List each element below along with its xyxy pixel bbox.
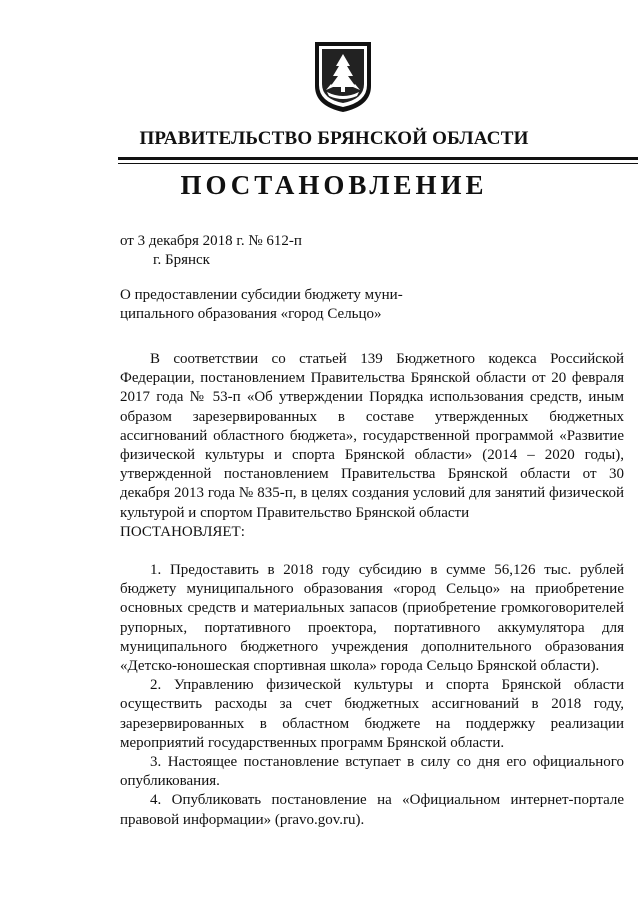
government-title: ПРАВИТЕЛЬСТВО БРЯНСКОЙ ОБЛАСТИ bbox=[139, 128, 529, 149]
document-type-heading: ПОСТАНОВЛЕНИЕ bbox=[180, 170, 488, 200]
city-of-issue: г. Брянск bbox=[153, 252, 210, 268]
date-and-number: от 3 декабря 2018 г. № 612-п bbox=[120, 233, 302, 249]
subject-line-1: О предоставлении субсидии бюджету муни- bbox=[120, 287, 403, 303]
resolution-item-4: 4. Опубликовать постановление на «Официальном интернет-портале правовой информации» (pravo.gov.ru). bbox=[120, 792, 624, 828]
resolution-item-2: 2. Управлению физической культуры и спорта Брянской области осуществить расходы за счет бюджетных ассигнований в 2018 году, зарезервированных в областном бюджете на поддержку реализации мероприятий государственных программ Брянской области. bbox=[120, 677, 624, 751]
document-subject bbox=[120, 286, 420, 324]
preamble-paragraph: В соответствии со статьей 139 Бюджетного кодекса Российской Федерации, постановлением Правительства Брянской области от 20 февраля 2017 года № 53-п «Об утверждении Порядка использования средств, иным образом зарезервированных в составе утвержденных бюджетных ассигнований областного бюджета», государственной программой «Развитие физической культуры и спорта Брянской области» (2014 – 2020 годы), утвержденной постановлением Правительства Брянской области от 30 декабря 2013 года № 835-п, в целях создания условий для занятий физической культурой и спортом Правительство Брянской области bbox=[120, 351, 624, 521]
resolves-statement: ПОСТАНОВЛЯЕТ: bbox=[120, 523, 245, 540]
subject-line-2: ципального образования «город Сельцо» bbox=[120, 306, 382, 322]
header-divider-thick bbox=[118, 157, 638, 160]
resolution-item-3: 3. Настоящее постановление вступает в силу со дня его официального опубликования. bbox=[120, 754, 624, 790]
coat-of-arms-icon bbox=[313, 40, 373, 114]
paragraph-spacer bbox=[120, 542, 624, 561]
document-body bbox=[120, 350, 624, 830]
resolution-item-1: 1. Предоставить в 2018 году субсидию в сумме 56,126 тыс. рублей бюджету муниципального образования «город Сельцо» на приобретение основных средств и материальных запасов (приобретение громкоговорителей рупорных, портативного проектора, портативного аккумулятора для муниципального бюджетного учреждения дополнительного образования «Детско-юношеская спортивная школа» города Сельцо Брянской области). bbox=[120, 562, 624, 675]
header-divider-thin bbox=[118, 163, 638, 164]
